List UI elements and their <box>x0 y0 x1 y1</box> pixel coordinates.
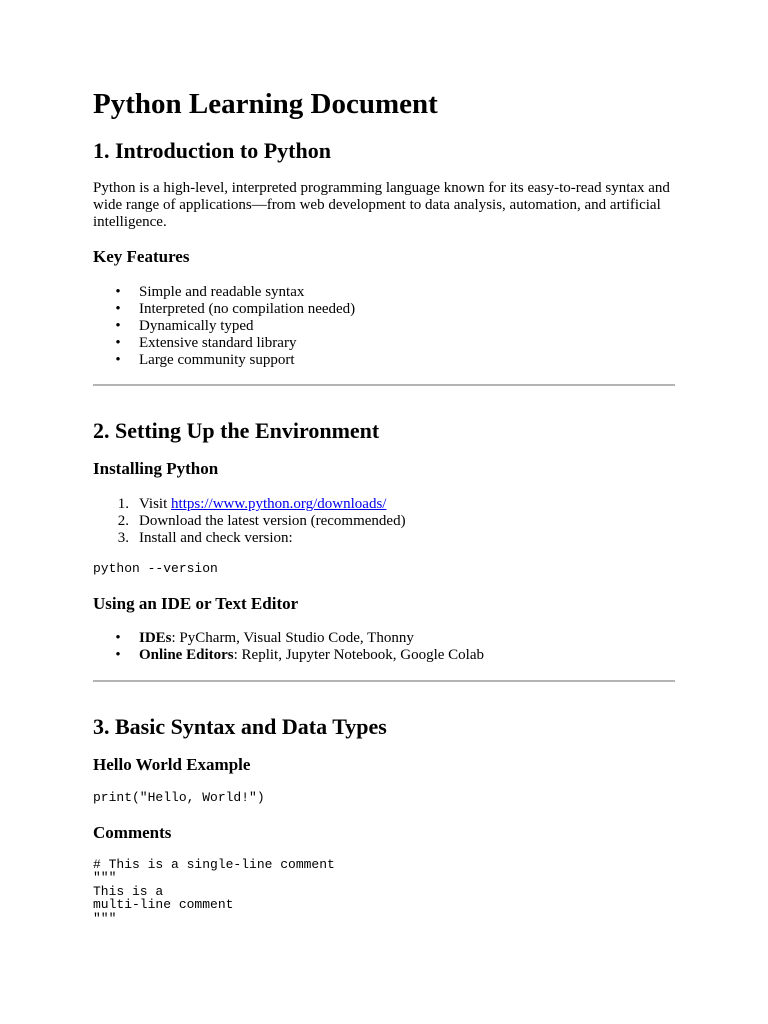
list-item-text: Large community support <box>139 352 295 368</box>
list-item <box>93 496 406 513</box>
bullet-icon: • <box>115 301 121 317</box>
python-downloads-link[interactable]: https://www.python.org/downloads/ <box>171 496 387 512</box>
document-title: Python Learning Document <box>93 88 438 120</box>
section-2-heading: 2. Setting Up the Environment <box>93 418 380 443</box>
comments-code-block: # This is a single-line comment """ This is a multi-line comment """ <box>93 857 335 926</box>
step-number: 2. <box>117 513 129 529</box>
list-item <box>93 284 355 301</box>
hello-world-code-block: print("Hello, World!") <box>93 790 265 805</box>
step-text: Visit <box>139 496 172 512</box>
bullet-icon: • <box>115 647 121 663</box>
list-item-text: Extensive standard library <box>139 335 297 351</box>
list-item-text: Interpreted (no compilation needed) <box>139 301 356 317</box>
list-item <box>93 318 355 335</box>
step-number: 3. <box>117 530 129 546</box>
ide-heading: Using an IDE or Text Editor <box>93 594 299 613</box>
ide-list <box>93 630 484 664</box>
bullet-icon: • <box>115 318 121 334</box>
hello-world-heading: Hello World Example <box>93 755 251 774</box>
installing-python-heading: Installing Python <box>93 459 219 478</box>
step-text: Download the latest version (recommended) <box>139 513 406 529</box>
section-1-heading: 1. Introduction to Python <box>93 138 331 163</box>
bullet-icon: • <box>115 630 121 646</box>
step-text: Install and check version: <box>139 530 293 546</box>
list-item-label: IDEs <box>139 630 172 646</box>
list-item <box>93 335 355 352</box>
key-features-list <box>93 284 355 369</box>
horizontal-divider <box>93 680 675 682</box>
list-item <box>93 630 484 647</box>
list-item-text: Dynamically typed <box>139 318 254 334</box>
install-steps-list <box>93 496 406 547</box>
list-item-text: : PyCharm, Visual Studio Code, Thonny <box>171 630 414 646</box>
list-item-text: Simple and readable syntax <box>139 284 305 300</box>
list-item <box>93 530 406 547</box>
bullet-icon: • <box>115 352 121 368</box>
version-code-block: python --version <box>93 561 218 576</box>
list-item <box>93 352 355 369</box>
list-item <box>93 513 406 530</box>
section-3-heading: 3. Basic Syntax and Data Types <box>93 714 387 739</box>
key-features-heading: Key Features <box>93 247 190 266</box>
list-item <box>93 647 484 664</box>
list-item-text: : Replit, Jupyter Notebook, Google Colab <box>233 647 484 663</box>
comments-heading: Comments <box>93 823 172 842</box>
list-item-label: Online Editors <box>139 647 234 663</box>
horizontal-divider <box>93 384 675 386</box>
section-1-paragraph: Python is a high-level, interpreted programming language known for its easy-to-read syntax and wide range of applications—from web development to data analysis, automation, and artificial intelligence. <box>93 180 670 230</box>
bullet-icon: • <box>115 335 121 351</box>
list-item <box>93 301 355 318</box>
step-number: 1. <box>117 496 129 512</box>
bullet-icon: • <box>115 284 121 300</box>
